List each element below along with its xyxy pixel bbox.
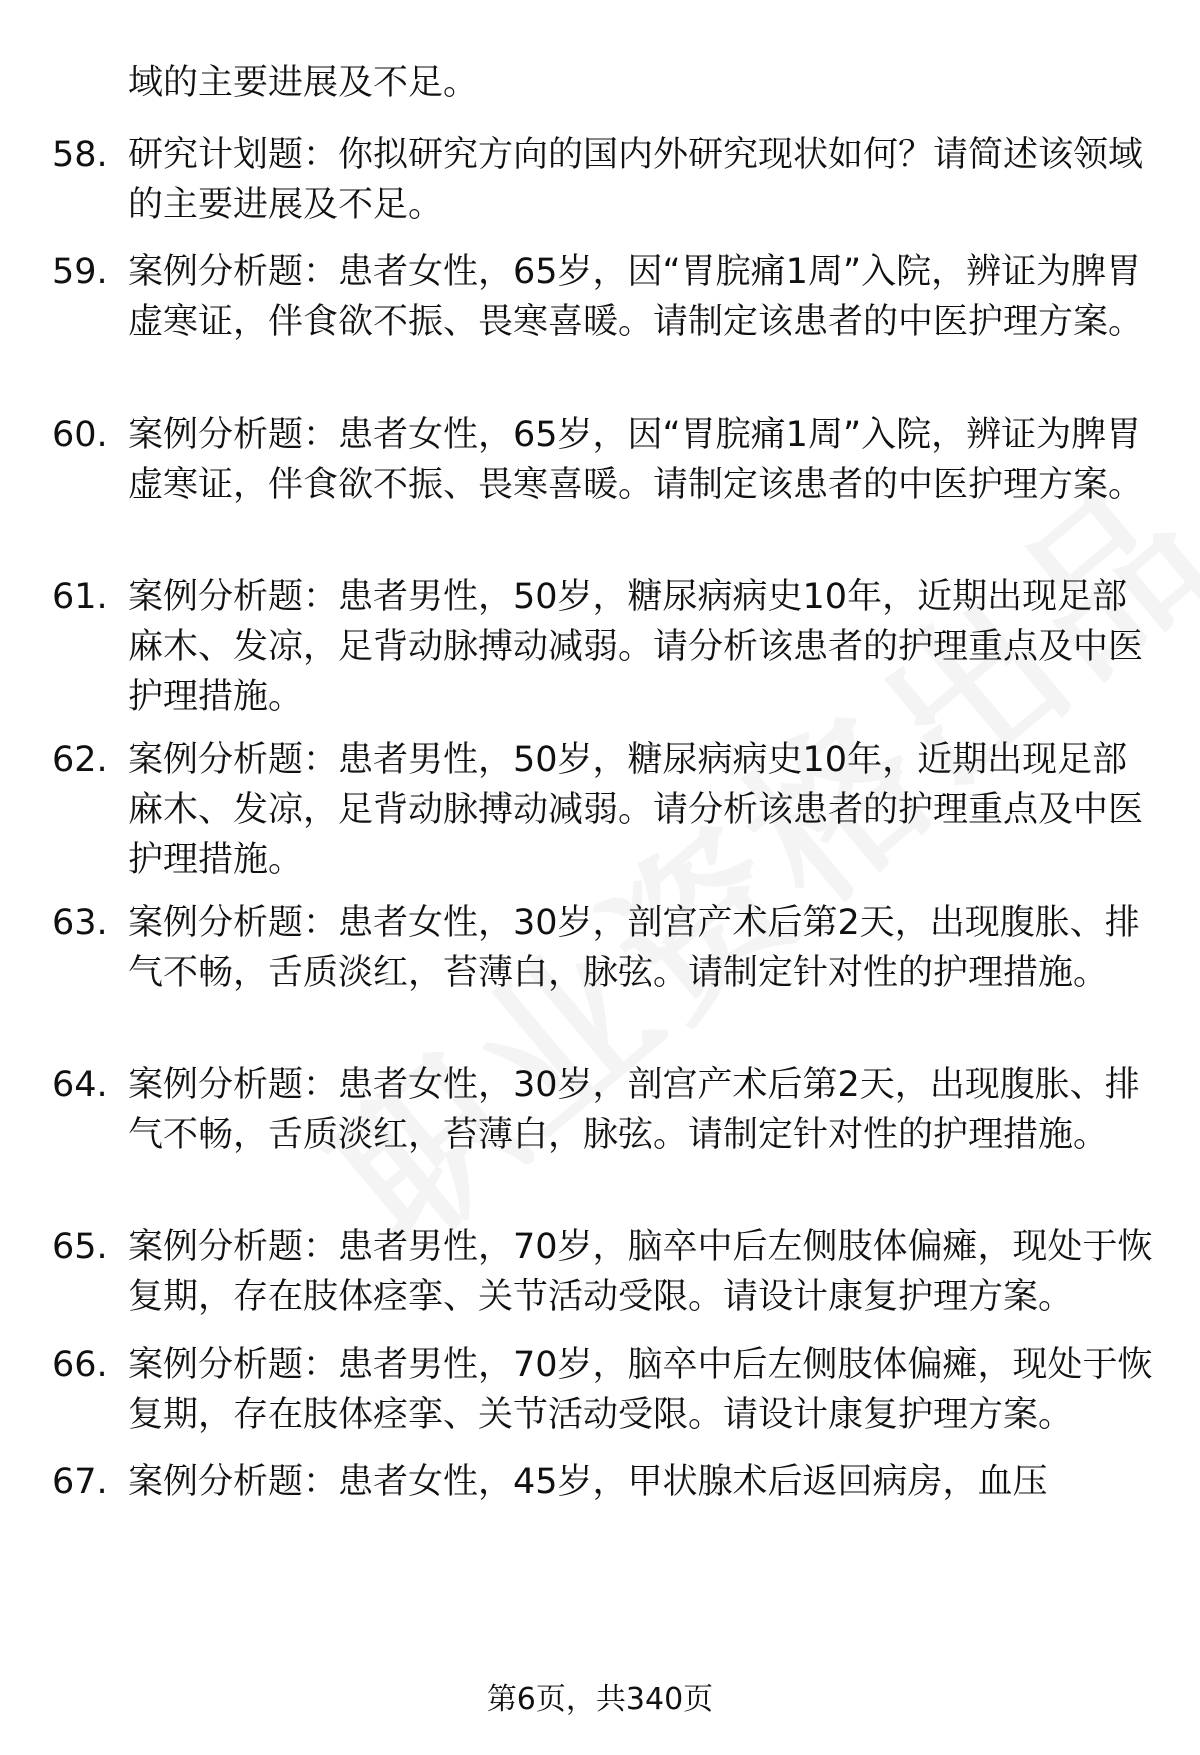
question-number: 63.: [52, 903, 108, 943]
question-number: 59.: [52, 252, 108, 292]
question-text: 研究计划题：你拟研究方向的国内外研究现状如何？请简述该领域的主要进展及不足。: [128, 135, 1144, 225]
question-text: 案例分析题：患者男性，70岁，脑卒中后左侧肢体偏瘫，现处于恢复期，存在肢体痉挛、关节活动受限。请设计康复护理方案。: [128, 1227, 1153, 1317]
question-text: 案例分析题：患者女性，65岁，因“胃脘痛1周”入院，辨证为脾胃虚寒证，伴食欲不振、畏寒喜暖。请制定该患者的中医护理方案。: [128, 415, 1144, 505]
continuation-text: 域的主要进展及不足。: [128, 63, 479, 103]
question-text: 案例分析题：患者男性，50岁，糖尿病病史10年，近期出现足部麻木、发凉，足背动脉搏动减弱。请分析该患者的护理重点及中医护理措施。: [128, 740, 1144, 880]
question-number: 65.: [52, 1227, 108, 1267]
question-number: 58.: [52, 135, 108, 175]
question-text: 案例分析题：患者男性，70岁，脑卒中后左侧肢体偏瘫，现处于恢复期，存在肢体痉挛、关节活动受限。请设计康复护理方案。: [128, 1345, 1153, 1435]
page-footer: 第6页，共340页: [486, 1682, 714, 1717]
question-number: 62.: [52, 740, 108, 780]
question-number: 60.: [52, 415, 108, 455]
question-text: 案例分析题：患者女性，45岁，甲状腺术后返回病房，血压: [128, 1462, 1048, 1502]
question-text: 案例分析题：患者女性，30岁，剖宫产术后第2天，出现腹胀、排气不畅，舌质淡红，苔薄白，脉弦。请制定针对性的护理措施。: [128, 903, 1140, 993]
question-number: 66.: [52, 1345, 108, 1385]
question-text: 案例分析题：患者女性，65岁，因“胃脘痛1周”入院，辨证为脾胃虚寒证，伴食欲不振、畏寒喜暖。请制定该患者的中医护理方案。: [128, 252, 1144, 342]
question-number: 67.: [52, 1462, 108, 1502]
question-number: 64.: [52, 1065, 108, 1105]
question-text: 案例分析题：患者女性，30岁，剖宫产术后第2天，出现腹胀、排气不畅，舌质淡红，苔薄白，脉弦。请制定针对性的护理措施。: [128, 1065, 1140, 1155]
question-number: 61.: [52, 577, 108, 617]
question-text: 案例分析题：患者男性，50岁，糖尿病病史10年，近期出现足部麻木、发凉，足背动脉搏动减弱。请分析该患者的护理重点及中医护理措施。: [128, 577, 1144, 717]
